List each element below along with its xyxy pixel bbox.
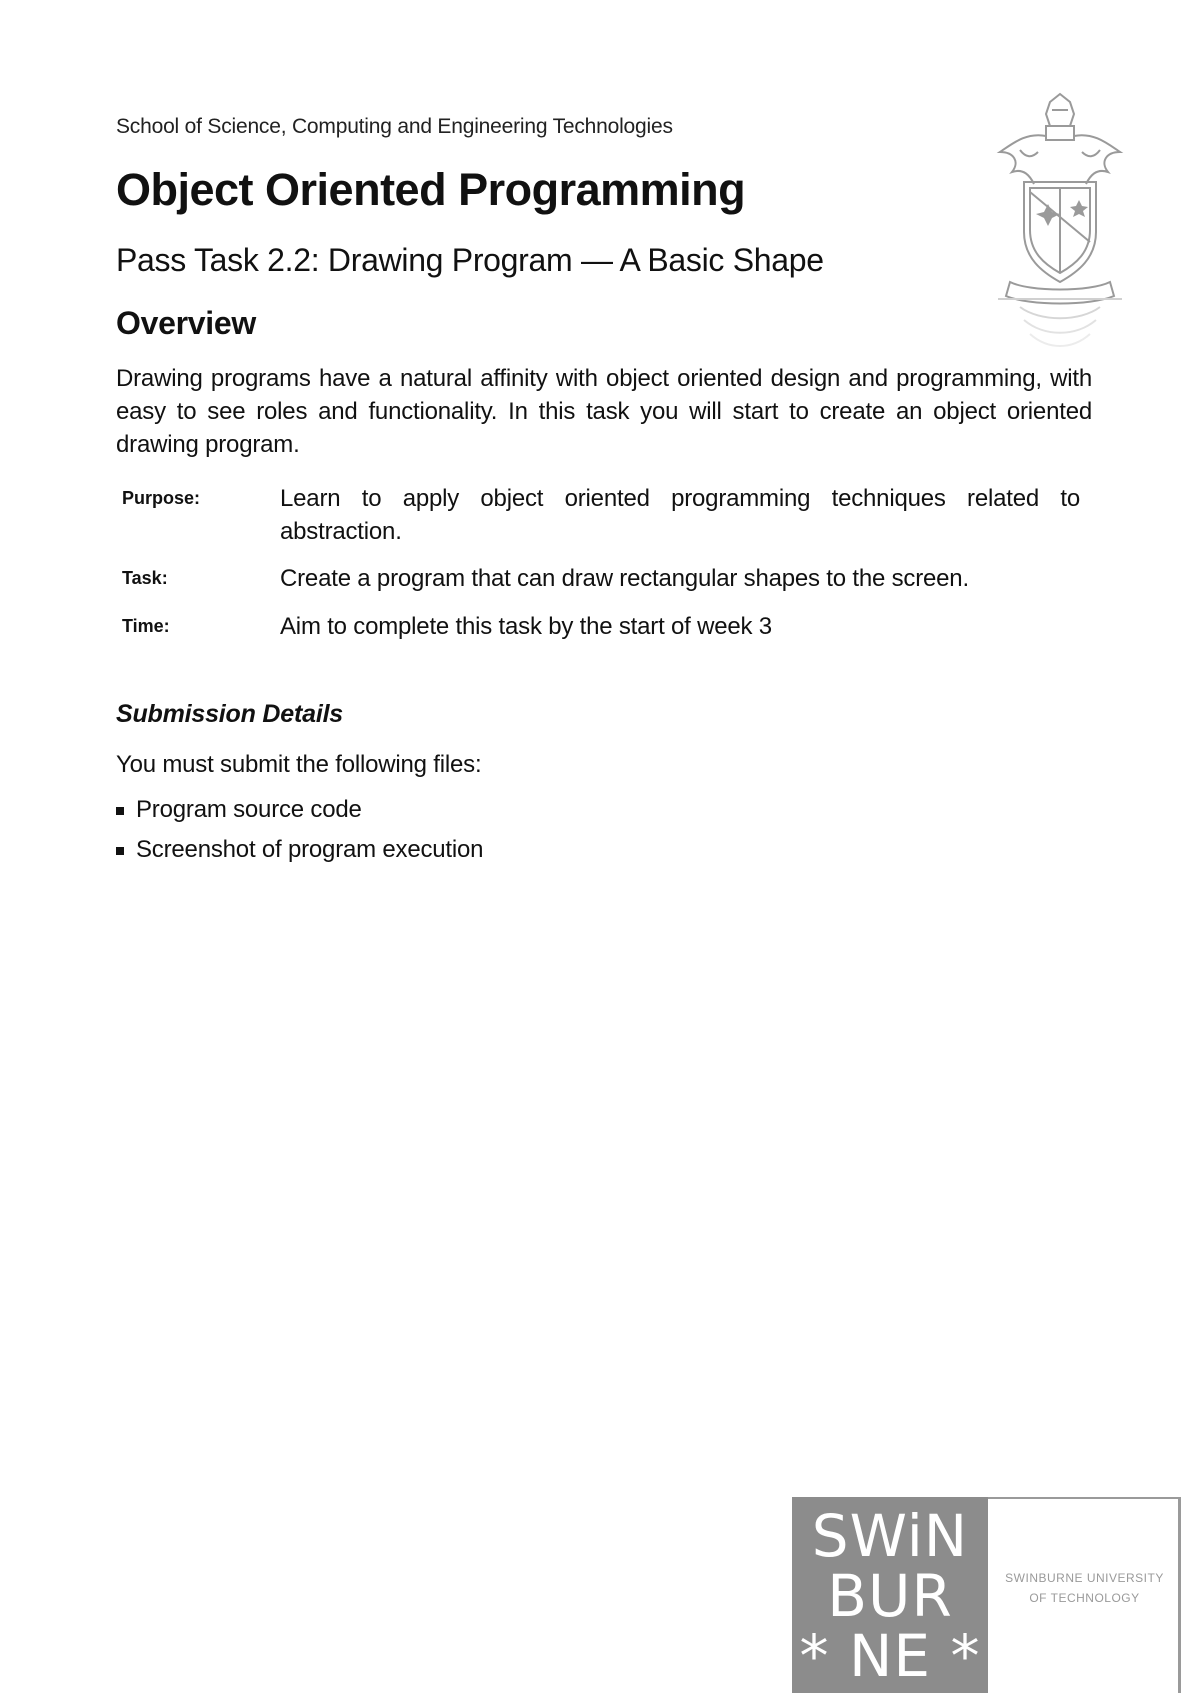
detail-label: Task: — [122, 568, 168, 588]
logo-mark-line: SWiN — [811, 1502, 969, 1570]
detail-label: Purpose: — [122, 488, 201, 508]
logo-mark-line: BUR — [827, 1562, 953, 1630]
school-name: School of Science, Computing and Engineering Technologies — [116, 115, 673, 138]
detail-label: Time: — [122, 616, 170, 636]
bullet-icon — [116, 807, 124, 815]
logo-mark-line: * NE * — [799, 1622, 981, 1690]
page-title: Object Oriented Programming — [116, 164, 746, 215]
detail-value: Aim to complete this task by the start of week 3 — [280, 613, 772, 640]
detail-value: Learn to apply object oriented programming techniques related to abstraction. — [280, 485, 1080, 545]
detail-value: Create a program that can draw rectangular shapes to the screen. — [280, 565, 969, 592]
submission-intro: You must submit the following files: — [116, 751, 482, 778]
file-item-label: Screenshot of program execution — [136, 836, 484, 863]
logo-name-line2: OF TECHNOLOGY — [1029, 1591, 1140, 1605]
list-item — [116, 790, 483, 830]
overview-heading: Overview — [116, 305, 256, 341]
submission-heading: Submission Details — [116, 700, 344, 728]
task-subtitle: Pass Task 2.2: Drawing Program — A Basic Shape — [116, 242, 824, 278]
logo-name-line1: SWINBURNE UNIVERSITY — [1005, 1571, 1164, 1585]
bullet-icon — [116, 847, 124, 855]
overview-text: Drawing programs have a natural affinity with object oriented design and programming, with easy to see roles and functionality. In this task you will start to create an object oriented drawing program. — [116, 365, 1092, 458]
file-item-label: Program source code — [136, 796, 362, 823]
list-item — [116, 830, 483, 870]
university-crest-icon — [990, 92, 1130, 362]
logo-mark — [792, 1497, 988, 1693]
swinburne-logo — [792, 1497, 1183, 1693]
submission-files-list — [116, 790, 483, 870]
